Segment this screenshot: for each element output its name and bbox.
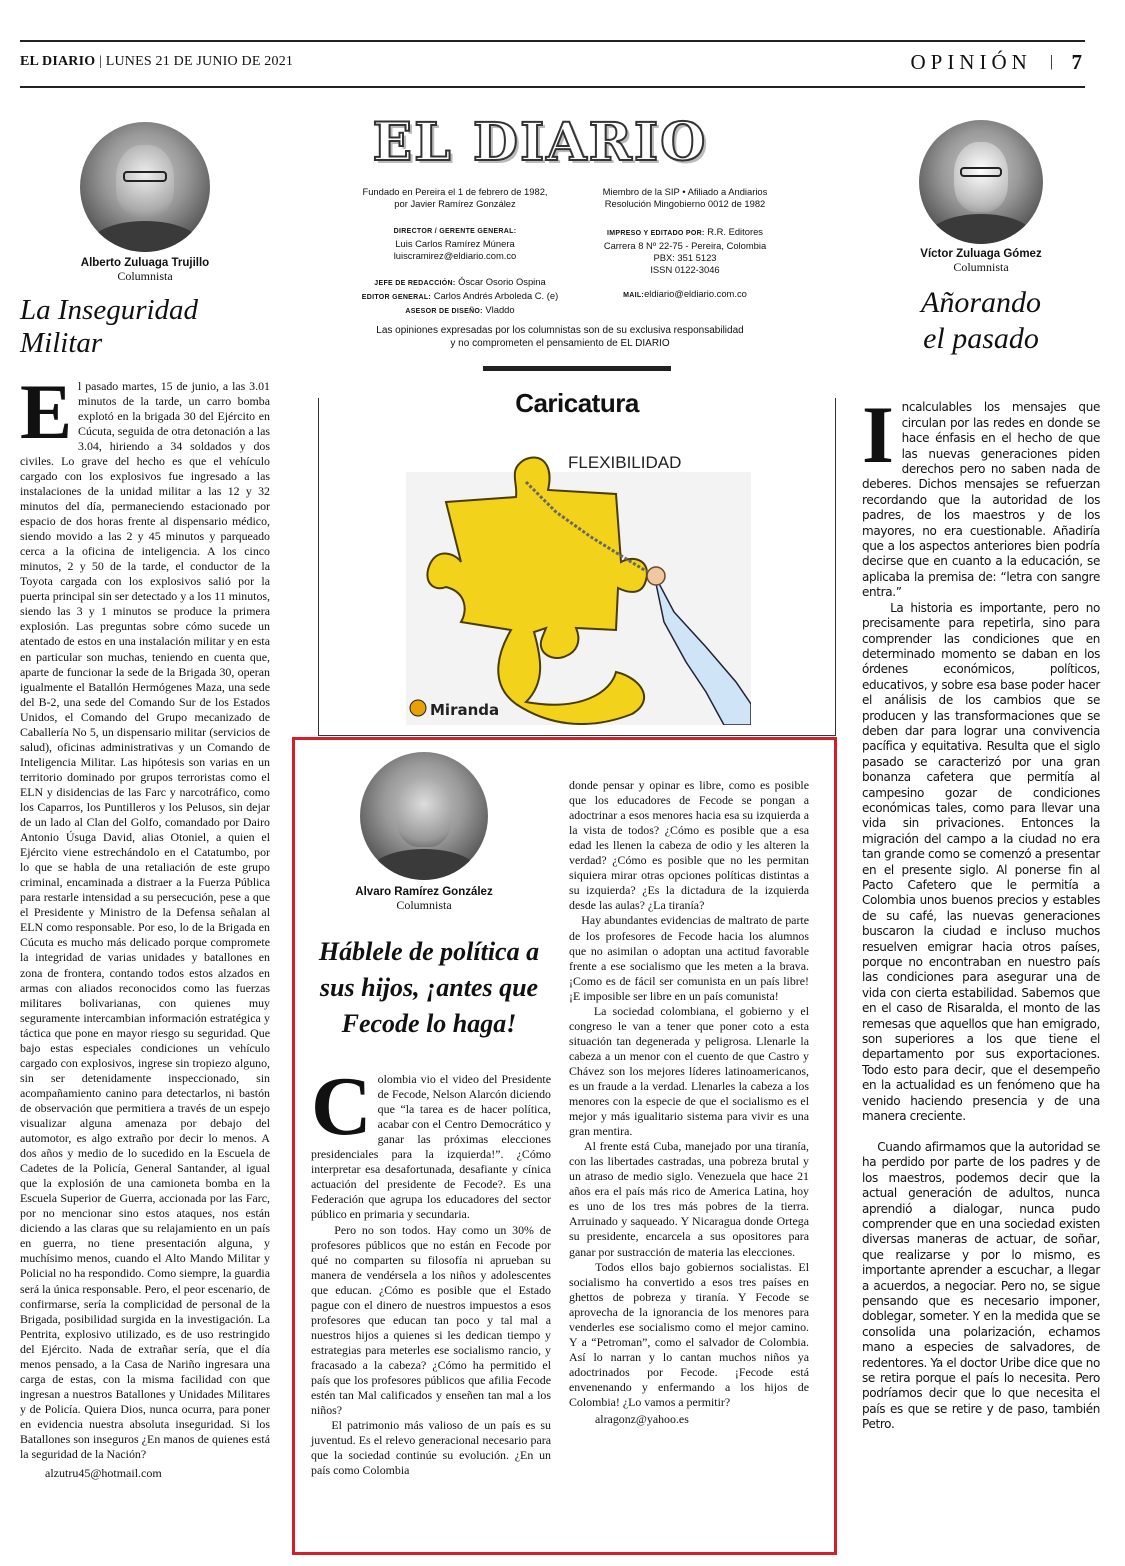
featured-author-role: Columnista: [396, 898, 452, 912]
right-title-line: el pasado: [923, 322, 1039, 355]
right-author-role: Columnista: [953, 260, 1009, 274]
featured-drop-cap: C: [311, 1060, 372, 1154]
left-column: [20, 110, 270, 1481]
article-body: [20, 367, 270, 1462]
top-rule: [20, 40, 1085, 42]
header-rule: [20, 86, 1085, 88]
right-article-body: [862, 385, 1100, 1433]
masthead-founded: [350, 186, 560, 210]
masthead-membership: [570, 186, 800, 210]
article-title: La Inseguridad Militar: [20, 294, 199, 360]
masthead-printer: [570, 226, 800, 276]
featured-author-photo: [360, 752, 488, 880]
founded-line: Fundado en Pereira el 1 de febrero de 1982,: [362, 186, 548, 197]
page-header-right: [910, 50, 1087, 75]
address: Carrera 8 Nº 22-75 - Pereira, Colombia: [603, 240, 767, 251]
right-article-title: [862, 285, 1100, 357]
caricature-bar: [483, 366, 671, 371]
mail-address: eldiario@eldiario.com.co: [644, 288, 747, 299]
issn: ISSN 0122-3046: [650, 264, 720, 275]
right-title-line: Añorando: [921, 286, 1041, 319]
cartoonist-signature: Miranda: [430, 701, 500, 719]
right-author-photo: [919, 120, 1043, 244]
featured-text-2: donde pensar y opinar es libre, como es posible que los educadores de Fecode se pongan a adoctrinar a esos menores hacia esa su izquierda a la vista de todos? ¿Cómo es posible que a esa edad les llenen la cabeza de odio y les alteren la verdad? ¿Cómo es posible que no les permitan siquiera mirar otras opciones políticas distintas a su izquierda? ¿Es la dictadura de la izquierda desde las aulas? ¿La tiranía? Hay abundantes evidencias de maltrato de parte de los profesores de Fecode hacia los alumnos que no asimilan o adoptan una actitud favorable frente a ese socialismo que les meten a la brava. ¡Como es de fácil ser comunista en un país libre! ¡E imposible ser libre en un país comunista! La sociedad colombiana, el gobierno y el congreso le van a tener que poner coto a esta situación tan degenerada y peligrosa. Llenarle la cabeza a un menor con el cuento de que Castro y Chávez son los mejores líderes latinoamericanos, es un fraude a la verdad. Llenarles la cabeza a los menores con la especie de que el socialismo es el mejor y más igualitario sistema para vivir es una gran mentira. Al frente está Cuba, manejado por una tiranía, con las libertades castradas, una pobreza brutal y un atraso de medio siglo. Venezuela que hace 21 años era el país más rico de America Latina, hoy es uno de los tres más pobres de la tierra. Arruinado y saqueado. Y Nicaragua donde Ortega su presidente, encarcela a sus opositores para ganar por sustracción de materia las elecciones. Todos ellos bajo gobiernos socialistas. El socialismo ha convertido a esos tres países en ghettos de pobreza y tiranía. Y Fecode se aprovecha de la ignorancia de los menores para venderles ese socialismo como el mejor camino. Y a “Petroman”, como el salvador de Colombia. Así lo narran y lo cantan muchos niños ya adoctrinados por Fecode. ¡Fecode está envenenando y enfermando a los hijos de Colombia! ¿Lo vamos a permitir?: [569, 778, 809, 1409]
phone: PBX: 351 5123: [653, 252, 717, 263]
drop-cap: E: [20, 367, 73, 455]
featured-column-2: [569, 763, 809, 1442]
masthead-mail: [570, 288, 800, 302]
disclaimer: [340, 324, 780, 350]
design-name: Vladdo: [485, 304, 515, 315]
printer-label: IMPRESO Y EDITADO POR:: [607, 230, 705, 237]
featured-title: Háblele de política a sus hijos, ¡antes que Fecode lo haga!: [318, 937, 540, 1038]
editor-name: Carlos Andrés Arboleda C. (e): [433, 290, 559, 301]
featured-author-name: Alvaro Ramírez González: [355, 886, 493, 898]
cartoonist-logo-icon: [410, 700, 426, 716]
membership-line: Miembro de la SIP • Afiliado a Andiarios: [602, 186, 768, 197]
right-author-name: Víctor Zuluaga Gómez: [920, 248, 1042, 260]
paper-name: EL DIARIO: [20, 54, 96, 69]
article-text: l pasado martes, 15 de junio, a las 3.01 minutos de la tarde, un carro bomba explotó en la brigada 30 del Ejército en Cúcuta, seguida de otra detonación a las 3.04, hiriendo a 34 soldados y dos civiles. Lo grave del hecho es que el vehículo cargado con los explosivos fue ingresado a las instalaciones de la unidad militar a las 12 y 32 minutos del día, permaneciendo estacionado por espacio de dos horas frente al dispensario médico, siendo movido a las 2 y 45 minutos y parqueado cerca a la oficina de inteligencia. A los cinco minutos, 2 y 50 de la tarde, el conductor de la Toyota cargada con los explosivos salió por la puerta principal sin ser detectado y a los 11 minutos, siendo las 3 y 1 minutos se produce la primera explosión. Las preguntas sobre cómo sucede un atentado de estos en una instalación militar y en esta en particular son muchas, teniendo en cuenta que, aparte de funcionar la sede de la Brigada 30, operan igualmente el Batallón Hermógenes Maza, una sede del B-2, una sede del Comando Sur de los Estados Unidos, el Comando del Grupo mecanizado de Caballería No 5, un dispensario militar (servicios de salud), oficinas administrativas y un Comando de Inteligencia Militar. Las hipótesis son varias en un territorio dominado por grupos terroristas como el ELN y disidencias de las Farc y narcotráfico, como los Caparros, los Puntilleros y los Pelusos, sin dejar de un lado al Clan del Golfo, comandado por Dairo Antonio Úsuga David, alias Otoniel, a quien el Ejército viene estrechándolo en el Catatumbo, por lo que se habla de una retaliación de este grupo criminal, encaminada a distraer a la Fuerza Pública para restarle intensidad a su persecución, pese a que el Presidente y Ministro de la Defensa señalan al ELN como responsable. Por eso, lo de la Brigada en Cúcuta es mucho más delicado porque compromete la integridad de varias unidades y batallones en zona de frontera, contando todos estos alzados en armas con aliados reconocidos como las fuerzas militares bolivarianas, con quienes muy seguramente intercambian información estratégica y táctica que pone en mayor riesgo su seguridad. Que bajo estas especiales condiciones un vehículo cargado con explosivos, ingrese sin tropiezo alguno, sin ser detenidamente inspeccionado, sin acompañamiento canino para detectarlos, ni bastón de observación que permitiera a través de un espejo visualizar alguna amenaza por debajo del automotor, es algo extraño por decir lo menos. A dos años y medio de lo sucedido en la Escuela de Cadetes de la Policía, General Santander, al igual que la explosión de una camioneta bomba en la Escuela Superior de Guerra, accionada por las Farc, por no mencionar sino estos ataques, nos están diciendo a las claras que su relajamiento en un país en guerra, no tiene presentación alguna, y muchísimo menos, cuando el Alto Mando Militar y Policial no ha respondido. Como siempre, la guardia será la única responsable. Pero, el peor escenario, de confirmarse, sería la complicidad de personal de la Brigada, posibilidad surgida en la investigación. La Pentrita, explosivo utilizado, es de uso restringido del Ejército. Nada de extrañar sería, que el día menos pensado, a la Casa de Nariño ingresara una carga de estas, con la misma facilidad con que ingresan a nuestros Batallones y Unidades Militares y de Policía. Quiera Dios, nunca ocurra, para poner en evidencia nuestra absoluta inseguridad. Si los Batallones son inseguros ¿En manos de quienes está la seguridad de la Nación?: [20, 378, 270, 1462]
right-column: [862, 114, 1100, 1433]
director-name: Luis Carlos Ramírez Múnera: [395, 238, 515, 249]
flexibilidad-label: FLEXIBILIDAD: [568, 453, 682, 472]
author-name: Alberto Zuluaga Trujillo: [80, 257, 210, 269]
chief-label: JEFE DE REDACCIÓN:: [374, 280, 456, 287]
right-drop-cap: I: [862, 389, 894, 481]
section-name: OPINIÓN: [910, 50, 1032, 74]
hand: [647, 567, 665, 585]
mail-label: MAIL:: [623, 292, 645, 299]
right-article-text: ncalculables los mensajes que circulan por las redes en donde se hace énfasis en el hecho de que las nuevas generaciones piden derechos pero no saben nada de deberes. Dichos mensajes se refuerzan recordando que la autoridad de los padres, de los maestros y de los mayores, no era cuestionable. Añadiría que a los aspectos anteriores bien podría decirse que en cuanto a la educación, se aplicaba la premisa de: “letra con sangre entra.” La historia es importante, pero no precisamente para repetirla, sino para comprender las condiciones que en determinado momento se daban en los órdenes económicos, políticos, educativos, y sobre esa base poder hacer el análisis de los cambios que se producen y las transformaciones que se deben dar para lograr una convivencia pacífica y equitativa. Resulta que el siglo pasado se caracterizó por una gran bonanza cafetera que permitía al campesino gozar de condiciones económicas tales, como para llevar una vida sin privaciones. Entonces la migración del campo a la ciudad no era tan grande como se comenzó a presentar en el presente siglo. Al ponerse fin al Pacto Cafetero que le permitía a Colombia unos buenos precios y estables de su café, las nuevas generaciones buscaron la ciudad e incluso muchos resuelven emigrar hacia otros países, porque no encontraban en nuestro país las condiciones para asegurar una de vida con cierta estabilidad. Sabemos que en el caso de Risaralda, el monto de las remesas que aquellos que han emigrado, son superiores a los que tiene el departamento por sus exportaciones. Todo esto para decir, que el desempeño en la actualidad es un fenómeno que ha venido haciendo presencia y de una manera creciente. Cuando afirmamos que la autoridad se ha perdido por parte de los padres y de los maestros, podemos decir que la actual generación de adultos, nunca aprendió a dialogar, nunca pudo comprender que en una sociedad existen diversas maneras de actuar, de soñar, que realizarse y por lo mismo, es importante aprender a escuchar, a llegar a acuerdos, a negociar. Pero no, se sigue pensando que es necesario imponer, doblegar, someter. Y en la medida que se consolida una polarización, echamos mano a especies de salvadores, de redentores. Ya el doctor Uribe dice que no se retira porque el país lo necesita. Pero podríamos decir que lo que necesita el país es que se retire y de paso, también Petro.: [862, 400, 1100, 1432]
caricature-illustration: [406, 442, 751, 725]
printer-name: R.R. Editores: [707, 226, 763, 237]
masthead-logo: EL DIARIO: [372, 112, 708, 173]
chief-name: Óscar Osorio Ospina: [458, 276, 546, 287]
masthead-director: [350, 226, 560, 262]
issue-date: LUNES 21 DE JUNIO DE 2021: [105, 54, 294, 69]
editor-label: EDITOR GENERAL:: [361, 294, 432, 301]
disclaimer-line: Las opiniones expresadas por los columnistas son de su exclusiva responsabilidad: [376, 325, 744, 336]
featured-email: alragonz@yahoo.es: [595, 1412, 689, 1427]
page-number: 7: [1071, 50, 1087, 74]
founded-line: por Javier Ramírez González: [394, 198, 516, 209]
director-label: DIRECTOR / GERENTE GENERAL:: [393, 228, 517, 235]
director-email: luiscramirez@eldiario.com.co: [393, 250, 517, 261]
author-email: alzutru45@hotmail.com: [45, 1466, 162, 1481]
membership-line: Resolución Mingobierno 0012 de 1982: [604, 198, 766, 209]
featured-column-1: [311, 1057, 551, 1478]
featured-byline: [304, 752, 544, 913]
page-header-left: [20, 54, 293, 70]
design-label: ASESOR DE DISEÑO:: [405, 308, 483, 315]
masthead-staff: [345, 276, 575, 318]
header-separator: |: [1050, 53, 1054, 70]
masthead: [320, 112, 760, 173]
author-photo: [80, 122, 210, 252]
disclaimer-line: y no comprometen el pensamiento de EL DIARIO: [450, 338, 670, 349]
caricature-heading: Caricatura: [483, 388, 671, 419]
header-separator: |: [99, 54, 106, 69]
author-role: Columnista: [117, 269, 173, 283]
featured-text-1: olombia vio el video del Presidente de Fecode, Nelson Alarcón diciendo que “la tarea es de hacer política, acabar con el Centro Democrático y ganar las próximas elecciones presidenciales para la izquierda!”. ¿Cómo interpretar esa desafortunada, desafiante y cínica actuación del presidente de Fecode?. Es una Federación que agrupa los educadores del sector público en primaria y secundaria. Pero no son todos. Hay como un 30% de profesores públicos que no están en Fecode por qué no comparten su filosofía ni aprueban su manera de vendérsela a los niños y adolescentes que educan. ¿Cómo es posible que el Estado pague con el dinero de nuestros impuestos a esos profesores que educan tan poco y tal mal a nuestros hijos a quienes si les dedican tiempo y estrategias para meterles ese socialismo rancio, y fracasado a la cabeza? ¿Cómo ha permitido el país que los profesores públicos que afilia Fecode estén tan Mal calificados y enseñen tan mal a los niños? El patrimonio más valioso de un país es su juventud. Es el relevo generacional necesario para que la sociedad continúe su evolución. ¿En un país como Colombia: [311, 1072, 551, 1478]
